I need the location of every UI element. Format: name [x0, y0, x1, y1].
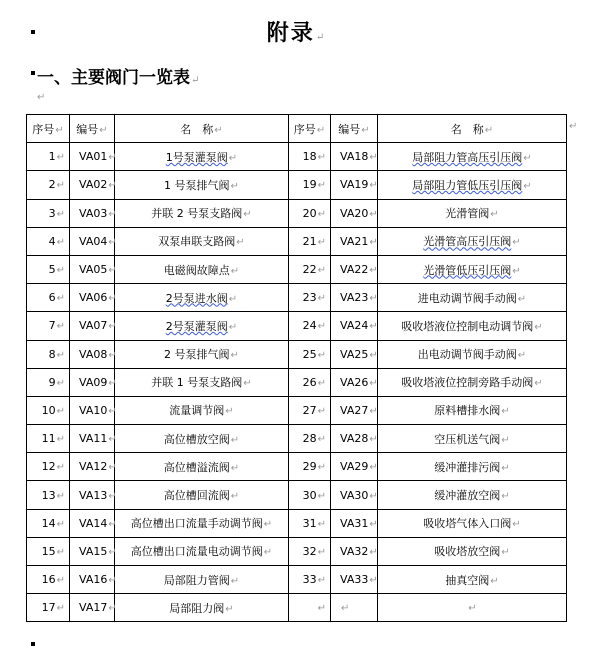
- seq-cell: 18↵: [289, 143, 331, 171]
- code-cell: VA22↵: [331, 255, 378, 283]
- code-cell: VA10↵: [70, 396, 115, 424]
- name-cell: 局部阻力管高压引压阀↵: [378, 143, 567, 171]
- name-cell: 高位槽出口流量手动调节阀↵: [115, 509, 289, 537]
- code-cell: VA30↵: [331, 481, 378, 509]
- seq-cell: 9↵: [27, 368, 70, 396]
- code-cell: VA12↵: [70, 453, 115, 481]
- name-cell: 缓冲灌放空阀↵: [378, 481, 567, 509]
- seq-cell: 5↵: [27, 255, 70, 283]
- name-cell: 高位槽溢流阀↵: [115, 453, 289, 481]
- name-cell: 局部阻力阀↵: [115, 594, 289, 622]
- page-title: 附录↵: [266, 20, 327, 46]
- valve-table: [26, 114, 567, 622]
- seq-cell: 11↵: [27, 425, 70, 453]
- seq-cell: 27↵: [289, 396, 331, 424]
- section-heading: 一、主要阀门一览表↵: [37, 68, 200, 88]
- seq-cell: 31↵: [289, 509, 331, 537]
- name-cell: 光滑管阀↵: [378, 199, 567, 227]
- name-cell: 原料槽排水阀↵: [378, 396, 567, 424]
- name-cell: 电磁阀故障点↵: [115, 255, 289, 283]
- seq-cell: 20↵: [289, 199, 331, 227]
- table-row: [27, 537, 567, 565]
- seq-cell: 24↵: [289, 312, 331, 340]
- table-row: [27, 255, 567, 283]
- code-cell: VA28↵: [331, 425, 378, 453]
- table-row: [27, 368, 567, 396]
- code-cell: VA11↵: [70, 425, 115, 453]
- seq-cell: 13↵: [27, 481, 70, 509]
- seq-cell: 22↵: [289, 255, 331, 283]
- seq-cell: 2↵: [27, 171, 70, 199]
- name-cell: ↵: [378, 594, 567, 622]
- code-cell: VA07↵: [70, 312, 115, 340]
- name-cell: 2号泵进水阀↵: [115, 284, 289, 312]
- table-row: [27, 453, 567, 481]
- seq-cell: 28↵: [289, 425, 331, 453]
- code-cell: VA02↵: [70, 171, 115, 199]
- name-cell: 局部阻力管低压引压阀↵: [378, 171, 567, 199]
- name-cell: 吸收塔气体入口阀↵: [378, 509, 567, 537]
- name-cell: 吸收塔液位控制旁路手动阀↵: [378, 368, 567, 396]
- code-cell: VA15↵: [70, 537, 115, 565]
- code-cell: VA26↵: [331, 368, 378, 396]
- seq-cell: 26↵: [289, 368, 331, 396]
- table-row: [27, 425, 567, 453]
- code-cell: VA19↵: [331, 171, 378, 199]
- table-row: [27, 594, 567, 622]
- code-cell: VA16↵: [70, 566, 115, 594]
- name-cell: 抽真空阀↵: [378, 566, 567, 594]
- table-row: [27, 481, 567, 509]
- name-cell: 光滑管低压引压阀↵: [378, 255, 567, 283]
- code-cell: VA18↵: [331, 143, 378, 171]
- code-cell: VA32↵: [331, 537, 378, 565]
- row-end-mark: ↵: [569, 121, 578, 132]
- code-cell: VA17↵: [70, 594, 115, 622]
- table-row: [27, 312, 567, 340]
- table-header-row: [27, 115, 567, 143]
- name-cell: 流量调节阀↵: [115, 396, 289, 424]
- seq-cell: 15↵: [27, 537, 70, 565]
- seq-cell: 29↵: [289, 453, 331, 481]
- seq-cell: 33↵: [289, 566, 331, 594]
- name-cell: 并联 2 号泵支路阀↵: [115, 199, 289, 227]
- seq-cell: 16↵: [27, 566, 70, 594]
- seq-cell: 17↵: [27, 594, 70, 622]
- header-cell: 名 称↵: [378, 115, 567, 143]
- code-cell: ↵: [331, 594, 378, 622]
- name-cell: 局部阻力管阀↵: [115, 566, 289, 594]
- header-cell: 序号↵: [289, 115, 331, 143]
- code-cell: VA04↵: [70, 227, 115, 255]
- code-cell: VA05↵: [70, 255, 115, 283]
- header-cell: 名 称↵: [115, 115, 289, 143]
- paragraph-mark: ↵: [37, 92, 46, 103]
- code-cell: VA33↵: [331, 566, 378, 594]
- code-cell: VA13↵: [70, 481, 115, 509]
- seq-cell: 10↵: [27, 396, 70, 424]
- seq-cell: 6↵: [27, 284, 70, 312]
- seq-cell: 23↵: [289, 284, 331, 312]
- name-cell: 光滑管高压引压阀↵: [378, 227, 567, 255]
- code-cell: VA29↵: [331, 453, 378, 481]
- seq-cell: 1↵: [27, 143, 70, 171]
- name-cell: 缓冲灌排污阀↵: [378, 453, 567, 481]
- header-cell: 序号↵: [27, 115, 70, 143]
- table-row: [27, 340, 567, 368]
- name-cell: 2 号泵排气阀↵: [115, 340, 289, 368]
- code-cell: VA24↵: [331, 312, 378, 340]
- name-cell: 高位槽回流阀↵: [115, 481, 289, 509]
- code-cell: VA06↵: [70, 284, 115, 312]
- table-row: [27, 509, 567, 537]
- table-row: [27, 199, 567, 227]
- bullet-marker-heading: [31, 71, 35, 75]
- name-cell: 进电动调节阀手动阀↵: [378, 284, 567, 312]
- seq-cell: 7↵: [27, 312, 70, 340]
- table-row: [27, 227, 567, 255]
- seq-cell: 12↵: [27, 453, 70, 481]
- header-cell: 编号↵: [70, 115, 115, 143]
- seq-cell: 14↵: [27, 509, 70, 537]
- seq-cell: 30↵: [289, 481, 331, 509]
- name-cell: 双泵串联支路阀↵: [115, 227, 289, 255]
- seq-cell: 19↵: [289, 171, 331, 199]
- table-row: [27, 566, 567, 594]
- name-cell: 并联 1 号泵支路阀↵: [115, 368, 289, 396]
- table-row: [27, 171, 567, 199]
- code-cell: VA01↵: [70, 143, 115, 171]
- name-cell: 1 号泵排气阀↵: [115, 171, 289, 199]
- name-cell: 高位槽放空阀↵: [115, 425, 289, 453]
- code-cell: VA27↵: [331, 396, 378, 424]
- code-cell: VA23↵: [331, 284, 378, 312]
- seq-cell: 3↵: [27, 199, 70, 227]
- table-body: [27, 143, 567, 622]
- code-cell: VA08↵: [70, 340, 115, 368]
- name-cell: 空压机送气阀↵: [378, 425, 567, 453]
- name-cell: 1号泵灌泵阀↵: [115, 143, 289, 171]
- code-cell: VA21↵: [331, 227, 378, 255]
- table-row: [27, 284, 567, 312]
- seq-cell: 21↵: [289, 227, 331, 255]
- code-cell: VA31↵: [331, 509, 378, 537]
- seq-cell: 25↵: [289, 340, 331, 368]
- code-cell: VA20↵: [331, 199, 378, 227]
- code-cell: VA14↵: [70, 509, 115, 537]
- name-cell: 吸收塔液位控制电动调节阀↵: [378, 312, 567, 340]
- seq-cell: 4↵: [27, 227, 70, 255]
- code-cell: VA25↵: [331, 340, 378, 368]
- code-cell: VA09↵: [70, 368, 115, 396]
- bullet-marker-bottom: [31, 642, 35, 646]
- name-cell: 出电动调节阀手动阀↵: [378, 340, 567, 368]
- name-cell: 高位槽出口流量电动调节阀↵: [115, 537, 289, 565]
- code-cell: VA03↵: [70, 199, 115, 227]
- header-cell: 编号↵: [331, 115, 378, 143]
- name-cell: 吸收塔放空阀↵: [378, 537, 567, 565]
- seq-cell: ↵: [289, 594, 331, 622]
- seq-cell: 32↵: [289, 537, 331, 565]
- name-cell: 2号泵灌泵阀↵: [115, 312, 289, 340]
- table-row: [27, 396, 567, 424]
- table-row: [27, 143, 567, 171]
- seq-cell: 8↵: [27, 340, 70, 368]
